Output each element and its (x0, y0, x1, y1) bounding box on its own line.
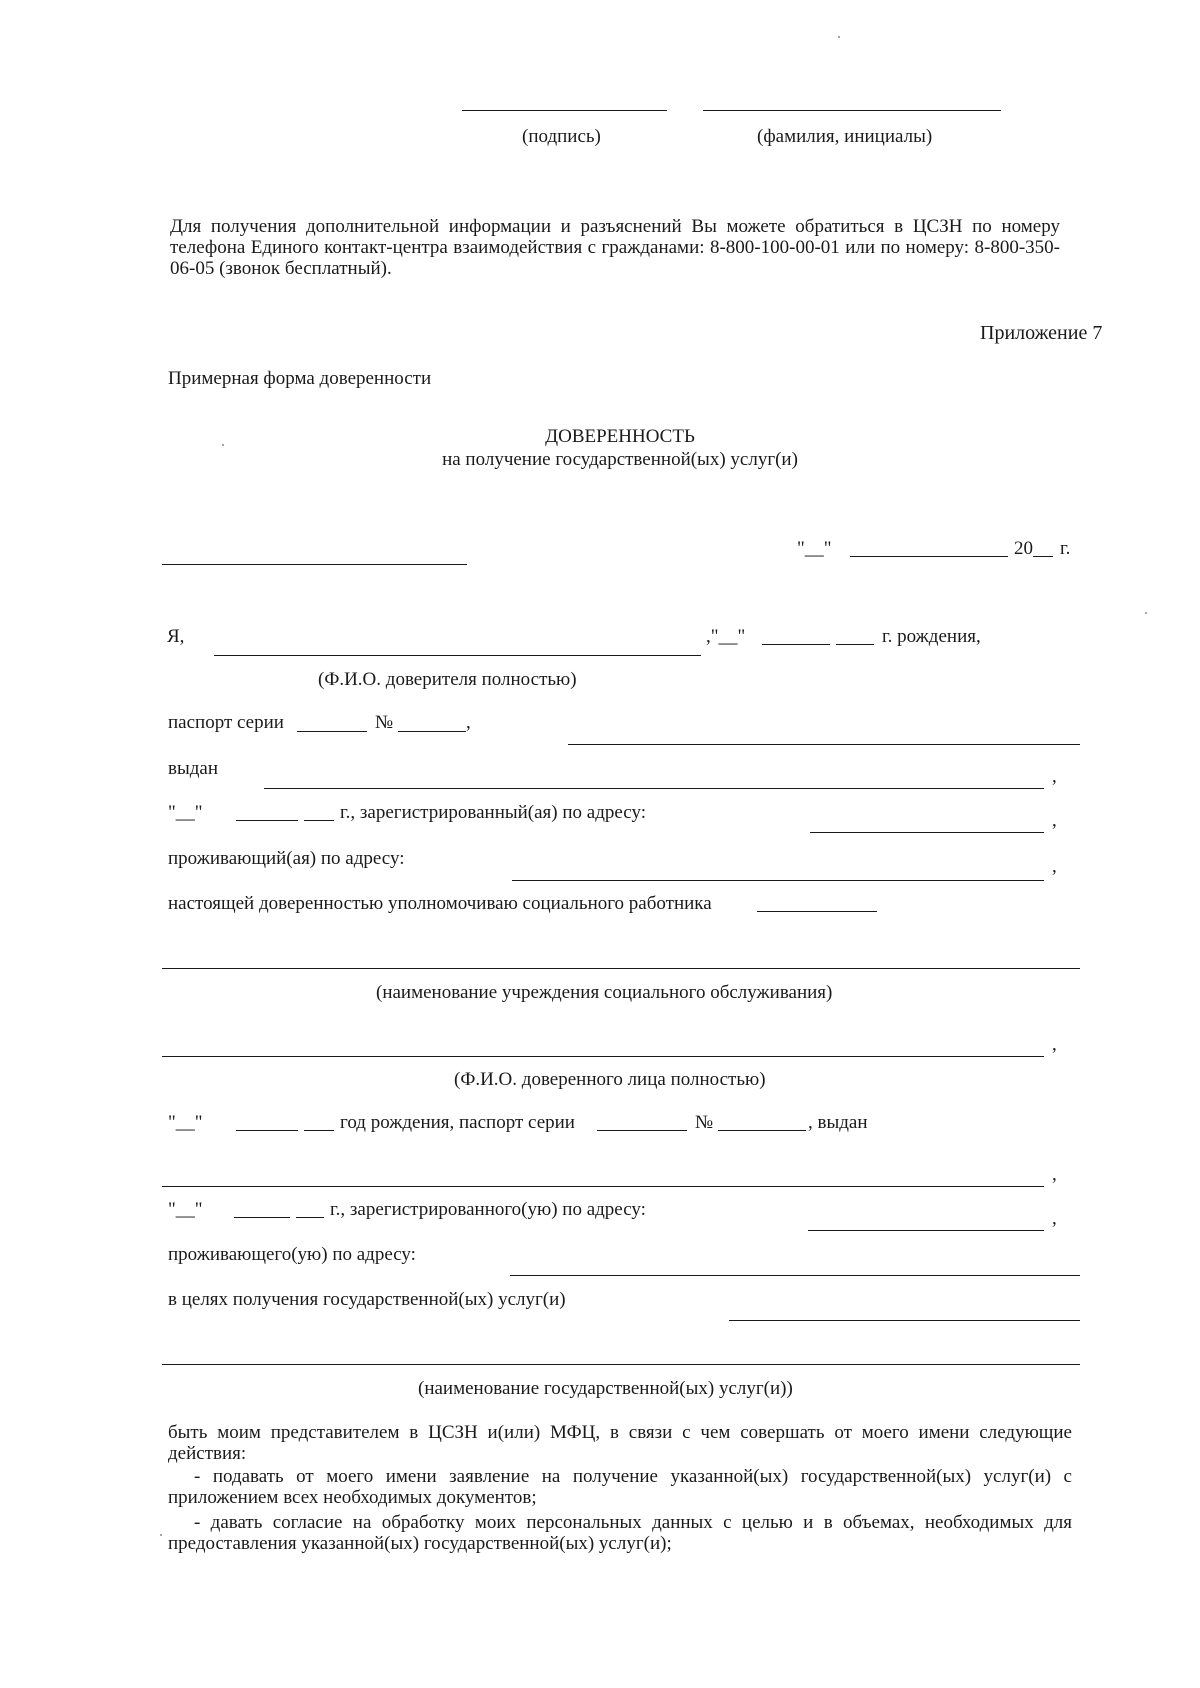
attorney-passport-series-line (597, 1130, 687, 1131)
attorney-name-line (162, 1056, 1044, 1057)
attorney-registered-address-line (808, 1230, 1044, 1231)
purpose-line (729, 1320, 1080, 1321)
issued-comma: , (1052, 766, 1057, 787)
attorney-residing-address-line (510, 1275, 1080, 1276)
reg-date-quote: "__" (168, 802, 203, 823)
powers-item-1: - подавать от моего имени заявление на получение указанной(ых) государственной(ых) услуг(и) с приложением всех необходимых документов; (168, 1466, 1072, 1508)
purpose-label: в целях получения государственной(ых) услуг(и) (168, 1289, 566, 1310)
attorney-birth-quote: "__" (168, 1112, 203, 1133)
passport-extra-line (568, 744, 1080, 745)
i-label: Я, (167, 626, 185, 647)
attorney-passport-number-label: № (695, 1112, 714, 1133)
document-subtitle: на получение государственной(ых) услуг(и) (442, 449, 798, 470)
place-line (162, 564, 467, 565)
attorney-issued-by-line (162, 1186, 1044, 1187)
scan-speck (838, 36, 840, 38)
attorney-birth-year-line (304, 1130, 334, 1131)
powers-item-2: - давать согласие на обработку моих персональных данных с целью и в объемах, необходимых для предоставления указанной(ых) государственной(ых) услуг(и); (168, 1512, 1072, 1554)
reg-date-month-line (236, 820, 298, 821)
attorney-name-comma: , (1052, 1034, 1057, 1055)
powers-intro: быть моим представителем в ЦСЗН и(или) МФЦ, в связи с чем совершать от моего имени следующие действия: (168, 1422, 1072, 1464)
passport-number-label: № (375, 712, 394, 733)
scan-speck (1145, 612, 1147, 614)
passport-comma: , (466, 712, 471, 733)
date-day-quote: "__" (797, 538, 832, 559)
registered-address-line (810, 832, 1044, 833)
date-month-line (850, 556, 1008, 557)
institution-line (162, 968, 1080, 969)
issued-by-line (264, 788, 1044, 789)
name-caption: (фамилия, инициалы) (757, 126, 933, 147)
passport-series-line (297, 731, 367, 732)
registered-label: г., зарегистрированный(ая) по адресу: (340, 802, 647, 823)
reg-date-year-line (304, 820, 334, 821)
registered-comma: , (1052, 810, 1057, 831)
attorney-issued-label: , выдан (808, 1112, 868, 1133)
residing-label: проживающий(ая) по адресу: (168, 848, 405, 869)
signature-line (462, 110, 667, 111)
birth-year-line (836, 644, 874, 645)
services-caption: (наименование государственной(ых) услуг(и)) (418, 1378, 793, 1399)
appendix-label: Приложение 7 (980, 322, 1103, 344)
attorney-caption: (Ф.И.О. доверенного лица полностью) (454, 1069, 766, 1090)
document-title: ДОВЕРЕННОСТЬ (545, 426, 695, 447)
date-year-prefix: 20 (1014, 538, 1033, 559)
birth-label: г. рождения, (882, 626, 981, 647)
attorney-reg-month-line (234, 1217, 290, 1218)
info-paragraph: Для получения дополнительной информации и разъяснений Вы можете обратиться в ЦСЗН по номеру телефона Единого контакт-центра взаимодействия с гражданами: 8-800-100-00-01 или по номеру: 8-800-350-06-05 (звонок бесплатный). (170, 216, 1060, 279)
attorney-passport-number-line (718, 1130, 806, 1131)
birth-date-prefix: ,"__" (706, 626, 746, 647)
attorney-reg-quote: "__" (168, 1199, 203, 1220)
principal-caption: (Ф.И.О. доверителя полностью) (318, 669, 577, 690)
passport-number-line (398, 731, 466, 732)
residing-address-line (512, 880, 1044, 881)
issued-label: выдан (168, 758, 219, 779)
institution-caption: (наименование учреждения социального обслуживания) (376, 982, 833, 1003)
attorney-issued-comma: , (1052, 1164, 1057, 1185)
attorney-birth-label: год рождения, паспорт серии (340, 1112, 575, 1133)
attorney-birth-month-line (236, 1130, 298, 1131)
birth-month-line (762, 644, 830, 645)
date-year-line (1033, 556, 1053, 557)
passport-series-label: паспорт серии (168, 712, 284, 733)
name-line (703, 110, 1001, 111)
residing-comma: , (1052, 856, 1057, 877)
authorize-label: настоящей доверенностью уполномочиваю социального работника (168, 893, 712, 914)
attorney-reg-year-line (296, 1217, 324, 1218)
attorney-registered-comma: , (1052, 1208, 1057, 1229)
date-year-suffix: г. (1060, 538, 1071, 559)
attorney-registered-label: г., зарегистрированного(ую) по адресу: (330, 1199, 646, 1220)
services-line (162, 1364, 1080, 1365)
social-worker-line (757, 911, 877, 912)
scan-speck (222, 444, 224, 446)
form-type-label: Примерная форма доверенности (168, 368, 432, 389)
scan-speck (160, 1534, 162, 1536)
principal-name-line (214, 655, 701, 656)
signature-caption: (подпись) (522, 126, 601, 147)
attorney-residing-label: проживающего(ую) по адресу: (168, 1244, 416, 1265)
